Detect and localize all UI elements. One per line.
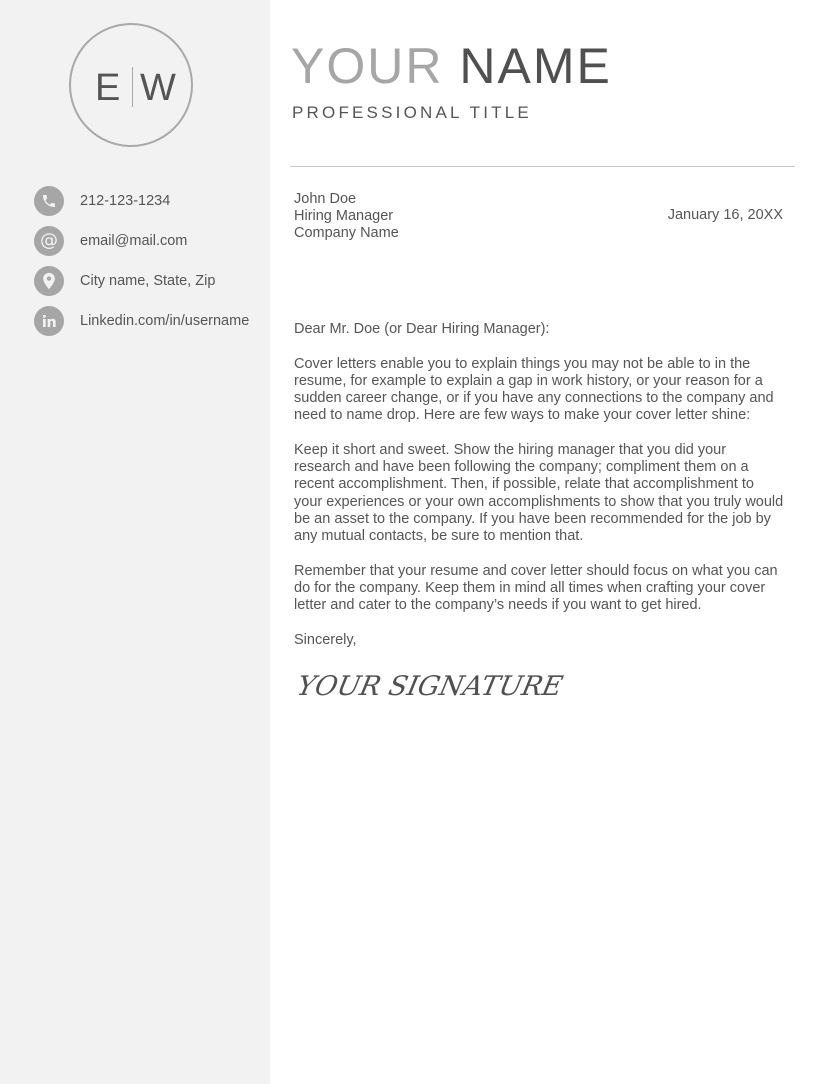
signature-text: YOUR SIGNATURE (294, 671, 564, 702)
contact-phone (34, 186, 264, 216)
body-paragraph-2: Keep it short and sweet. Show the hiring manager that you did your research and have been following the company; compliment them on a recent accomplishment. Then, if possible, relate that accomplishment to your experiences or your own accomplishments to show that you truly would be an asset to the company. If you have been recommended for the job by any mutual contacts, be sure to mention that. (294, 442, 784, 545)
signature (294, 665, 564, 710)
professional-title: PROFESSIONAL TITLE (292, 103, 532, 122)
contact-email-text: email@mail.com (80, 233, 188, 249)
header-divider (290, 166, 795, 167)
name-last: NAME (459, 38, 612, 94)
contact-location (34, 266, 264, 296)
letter-body (294, 321, 784, 667)
name-first: YOUR (291, 38, 444, 94)
salutation: Dear Mr. Doe (or Dear Hiring Manager): (294, 321, 550, 337)
letter-date: January 16, 20XX (667, 207, 783, 223)
monogram-divider (132, 67, 133, 107)
recipient-company: Company Name (294, 225, 399, 241)
recipient-block (294, 191, 399, 242)
monogram-initial-right: W (140, 67, 176, 109)
phone-icon (34, 186, 64, 216)
monogram-circle (69, 23, 193, 147)
body-paragraph-3: Remember that your resume and cover letter should focus on what you can do for the company. Keep them in mind all times when crafting your cover letter and cater to the company’s needs if you want to get hired. (294, 562, 778, 614)
at-icon: @ (34, 226, 64, 256)
signature-script-image (294, 665, 564, 705)
contact-linkedin-text: Linkedin.com/in/username (80, 313, 250, 329)
location-pin-icon (34, 266, 64, 296)
applicant-name (291, 38, 612, 94)
linkedin-icon (34, 306, 64, 336)
contact-location-text: City name, State, Zip (80, 273, 216, 289)
contact-linkedin (34, 306, 264, 336)
contact-phone-text: 212-123-1234 (80, 193, 171, 209)
recipient-name: John Doe (294, 191, 357, 207)
closing: Sincerely, (294, 631, 357, 648)
sidebar (0, 0, 270, 1084)
contact-email (34, 226, 264, 256)
monogram-initial-left: E (95, 67, 121, 109)
recipient-role: Hiring Manager (294, 208, 394, 224)
body-paragraph-1: Cover letters enable you to explain things you may not be able to in the resume, for example to explain a gap in work history, or your reason for a sudden career change, or if you have any connections to the company and need to name drop. Here are few ways to make your cover letter shine: (294, 355, 774, 424)
